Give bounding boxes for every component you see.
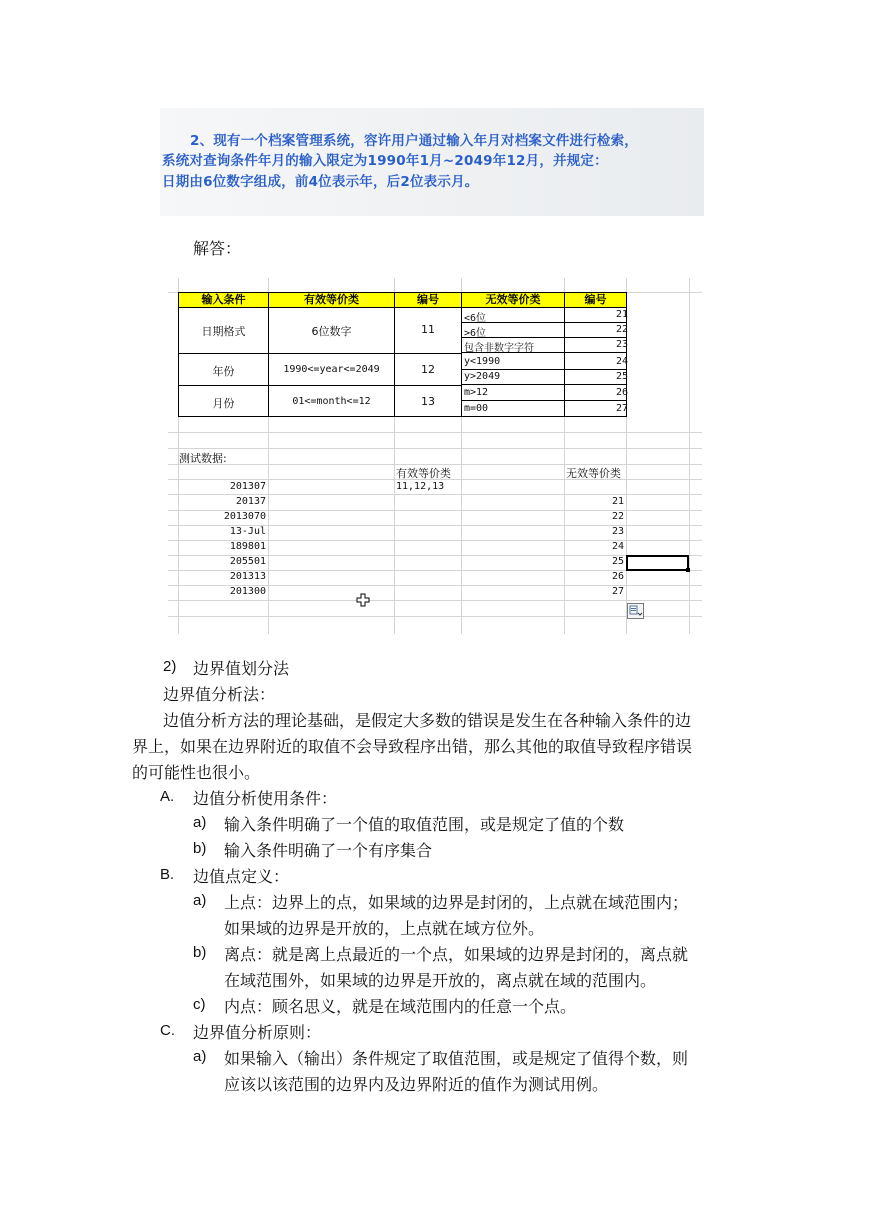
test-valid-ids: 11,12,13 bbox=[396, 481, 445, 492]
condition-valid: 6位数字 bbox=[311, 325, 352, 338]
condition-valid-id: 12 bbox=[421, 363, 435, 376]
section-b-item-a-line-2: 如果域的边界是开放的，上点就在域方位外。 bbox=[224, 919, 545, 938]
invalid-id: 24 bbox=[615, 356, 628, 367]
test-input: 13-Jul bbox=[229, 526, 266, 537]
section-b-item-a-line-1: 上点：边界上的点，如果域的边界是封闭的，上点就在域范围内； bbox=[224, 893, 689, 912]
section-a-item-a: 输入条件明确了一个值的取值范围，或是规定了值的个数 bbox=[224, 815, 625, 834]
test-invalid-id: 25 bbox=[611, 556, 624, 567]
header-valid-class: 有效等价类 bbox=[268, 292, 395, 308]
header-invalid-id: 编号 bbox=[564, 292, 627, 308]
test-input: 201307 bbox=[229, 481, 266, 492]
section-c-item-a-line-1: 如果输入（输出）条件规定了取值范围，或是规定了值得个数，则 bbox=[224, 1049, 689, 1068]
condition-valid-id: 11 bbox=[421, 323, 435, 336]
list-marker-b: B. bbox=[160, 866, 175, 883]
invalid-label: y<1990 bbox=[464, 356, 501, 367]
list-marker-c: C. bbox=[160, 1022, 175, 1039]
section-b-item-b-line-2: 在域范围外，如果域的边界是开放的，离点就在域的范围内。 bbox=[224, 971, 657, 990]
invalid-id: 21 bbox=[615, 309, 628, 320]
invalid-label: m=00 bbox=[464, 403, 489, 414]
test-invalid-id: 23 bbox=[611, 526, 624, 537]
intro-line-3: 的可能性也很小。 bbox=[132, 763, 261, 782]
test-input: 201300 bbox=[229, 586, 266, 597]
test-valid-header: 有效等价类 bbox=[396, 467, 451, 480]
section-title: 边界值划分法 bbox=[193, 659, 290, 678]
problem-line-3: 日期由6位数字组成，前4位表示年，后2位表示月。 bbox=[162, 174, 479, 190]
condition-valid-id: 13 bbox=[421, 395, 435, 408]
condition-name: 月份 bbox=[212, 397, 235, 410]
problem-banner bbox=[160, 108, 704, 216]
invalid-row bbox=[462, 370, 626, 385]
section-b-item-c: 内点：顾名思义，就是在域范围内的任意一个点。 bbox=[224, 997, 577, 1016]
invalid-row bbox=[462, 355, 626, 370]
section-number: 2) bbox=[163, 658, 177, 675]
grid-line bbox=[168, 432, 702, 433]
invalid-id: 27 bbox=[615, 403, 628, 414]
header-valid-id: 编号 bbox=[394, 292, 462, 308]
test-input: 2013070 bbox=[223, 511, 266, 522]
spreadsheet-image bbox=[168, 278, 702, 634]
invalid-id: 22 bbox=[615, 324, 628, 335]
section-a-title: 边值分析使用条件： bbox=[193, 789, 338, 808]
list-marker: a) bbox=[193, 1048, 207, 1065]
grid-line bbox=[168, 616, 702, 617]
problem-line-1: 2、现有一个档案管理系统，容许用户通过输入年月对档案文件进行检索， bbox=[190, 133, 638, 149]
condition-name: 日期格式 bbox=[201, 325, 246, 338]
section-a-item-b: 输入条件明确了一个有序集合 bbox=[224, 841, 433, 860]
test-input: 189801 bbox=[229, 541, 266, 552]
test-invalid-id: 27 bbox=[611, 586, 624, 597]
invalid-row bbox=[462, 308, 626, 323]
test-input: 201313 bbox=[229, 571, 266, 582]
invalid-label: 包含非数字字符 bbox=[464, 343, 534, 354]
section-c-title: 边界值分析原则： bbox=[193, 1023, 322, 1042]
section-b-item-b-line-1: 离点：就是离上点最近的一个点，如果域的边界是封闭的，离点就 bbox=[224, 945, 689, 964]
intro-line-2: 界上，如果在边界附近的取值不会导致程序出错，那么其他的取值导致程序错误 bbox=[132, 737, 693, 756]
invalid-id: 23 bbox=[615, 339, 628, 350]
condition-valid: 1990<=year<=2049 bbox=[283, 364, 380, 375]
list-marker: a) bbox=[193, 892, 207, 909]
selected-cell[interactable] bbox=[626, 555, 689, 571]
condition-valid: 01<=month<=12 bbox=[292, 396, 371, 407]
grid-line bbox=[168, 448, 702, 449]
section-c-item-a-line-2: 应该以该范围的边界内及边界附近的值作为测试用例。 bbox=[224, 1075, 609, 1094]
problem-line-2: 系统对查询条件年月的输入限定为1990年1月~2049年12月，并规定： bbox=[162, 153, 608, 169]
invalid-row bbox=[462, 323, 626, 338]
list-marker-a: A. bbox=[160, 788, 175, 805]
answer-label: 解答： bbox=[193, 239, 242, 258]
invalid-label: y>2049 bbox=[464, 371, 501, 382]
grid-line bbox=[168, 494, 702, 495]
invalid-label: <6位 bbox=[464, 313, 487, 324]
header-input-condition: 输入条件 bbox=[178, 292, 269, 308]
list-marker: a) bbox=[193, 814, 207, 831]
grid-line bbox=[168, 600, 702, 601]
invalid-id: 25 bbox=[615, 371, 628, 382]
list-marker: b) bbox=[193, 840, 207, 857]
invalid-row bbox=[462, 402, 626, 417]
invalid-row bbox=[462, 338, 626, 353]
intro-line-1: 边值分析方法的理论基础，是假定大多数的错误是发生在各种输入条件的边 bbox=[163, 711, 692, 730]
invalid-label: m>12 bbox=[464, 387, 489, 398]
invalid-id: 26 bbox=[615, 387, 628, 398]
fill-handle[interactable] bbox=[686, 568, 690, 572]
test-invalid-id: 26 bbox=[611, 571, 624, 582]
test-input: 205501 bbox=[229, 556, 266, 567]
grid-line bbox=[689, 278, 690, 634]
section-b-title: 边值点定义： bbox=[193, 867, 290, 886]
condition-name: 年份 bbox=[212, 365, 235, 378]
list-marker: c) bbox=[193, 996, 206, 1013]
test-invalid-header: 无效等价类 bbox=[566, 467, 621, 480]
header-invalid-class: 无效等价类 bbox=[461, 292, 565, 308]
paste-options-icon[interactable] bbox=[627, 603, 644, 619]
test-invalid-id: 22 bbox=[611, 511, 624, 522]
invalid-row bbox=[462, 386, 626, 401]
test-invalid-id: 21 bbox=[611, 496, 624, 507]
test-invalid-id: 24 bbox=[611, 541, 624, 552]
invalid-label: >6位 bbox=[464, 328, 487, 339]
section-subtitle: 边界值分析法： bbox=[163, 685, 276, 704]
test-input: 20137 bbox=[235, 496, 266, 507]
cell-cursor-icon bbox=[356, 593, 370, 607]
list-marker: b) bbox=[193, 944, 207, 961]
test-data-title: 测试数据: bbox=[179, 452, 227, 465]
